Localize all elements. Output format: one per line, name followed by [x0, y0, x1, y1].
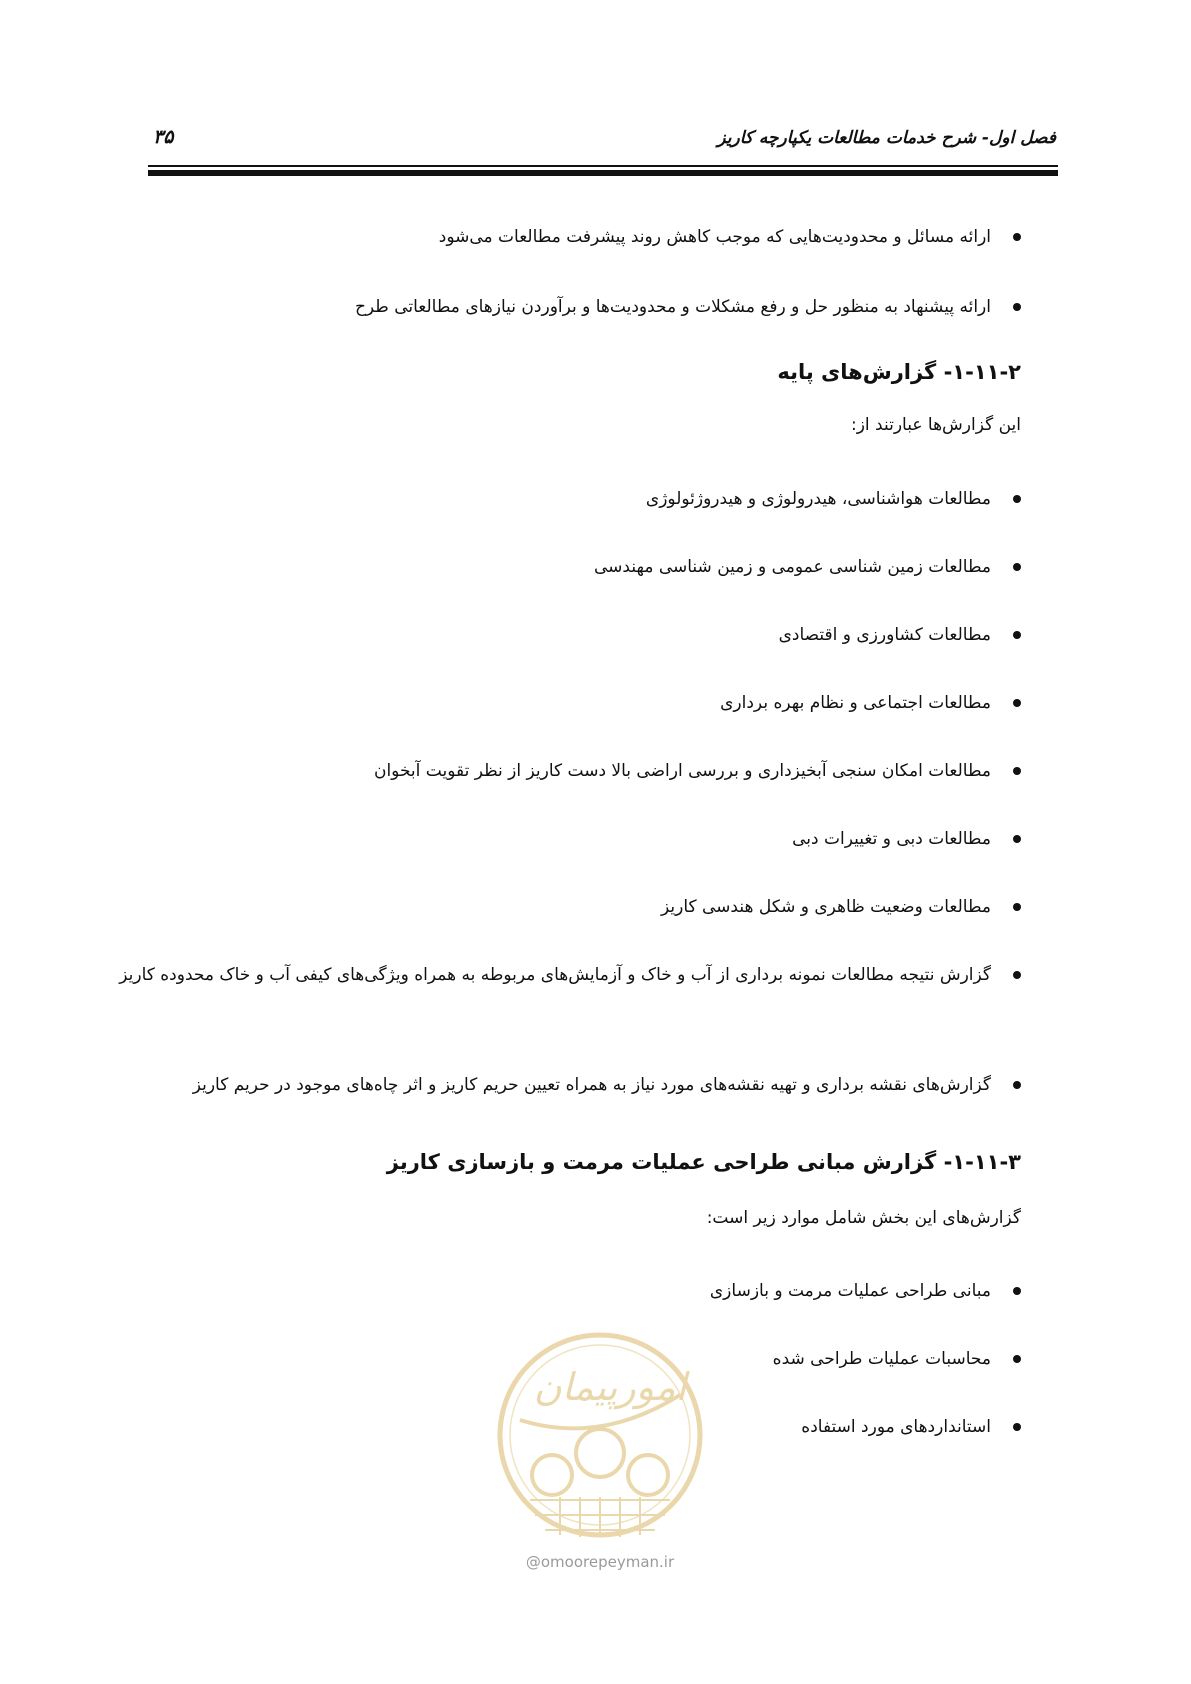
section-heading-base-reports: ۱-۱۱-۲- گزارش‌های پایه	[777, 360, 1021, 384]
page-number: ۳۵	[153, 126, 174, 148]
bullet-icon	[1013, 767, 1021, 775]
list-item: مطالعات وضعیت ظاهری و شکل هندسی کاریز	[661, 887, 1021, 927]
header-rule-thin	[148, 165, 1058, 167]
running-header-title: فصل اول- شرح خدمات مطالعات یکپارچه کاریز	[717, 128, 1056, 148]
svg-text:امورپیمان: امورپیمان	[533, 1365, 687, 1409]
watermark-seal-icon	[490, 1325, 710, 1560]
list-item: ارائه پیشنهاد به منظور حل و رفع مشکلات و محدودیت‌ها و برآوردن نیازهای مطالعاتی طرح	[355, 287, 1021, 327]
list-item: گزارش‌های نقشه برداری و تهیه نقشه‌های مورد نیاز به همراه تعیین حریم کاریز و اثر چاه‌های موجود در حریم کاریز	[193, 1065, 1021, 1105]
bullet-icon	[1013, 835, 1021, 843]
list-item: مطالعات امکان سنجی آبخیزداری و بررسی اراضی بالا دست کاریز از نظر تقویت آبخوان	[374, 751, 1021, 791]
list-item: مطالعات کشاورزی و اقتصادی	[779, 615, 1021, 655]
bullet-icon	[1013, 1355, 1021, 1363]
list-item: مطالعات هواشناسی، هیدرولوژی و هیدروژئولوژی	[646, 479, 1021, 519]
bullet-icon	[1013, 1081, 1021, 1089]
list-item: مطالعات اجتماعی و نظام بهره برداری	[720, 683, 1021, 723]
list-item: مبانی طراحی عملیات مرمت و بازسازی	[710, 1271, 1021, 1311]
bullet-icon	[1013, 233, 1021, 241]
bullet-icon	[1013, 971, 1021, 979]
bullet-icon	[1013, 1287, 1021, 1295]
list-item: مطالعات زمین شناسی عمومی و زمین شناسی مهندسی	[594, 547, 1021, 587]
bullet-icon	[1013, 563, 1021, 571]
section-intro: گزارش‌های این بخش شامل موارد زیر است:	[706, 1208, 1021, 1228]
list-item: گزارش نتیجه مطالعات نمونه برداری از آب و خاک و آزمایش‌های مربوطه به همراه ویژگی‌های کیفی آب و خاک محدوده کاریز	[111, 955, 1021, 995]
bullet-icon	[1013, 495, 1021, 503]
header-rule-thick	[148, 170, 1058, 176]
list-item: ارائه مسائل و محدودیت‌هایی که موجب کاهش روند پیشرفت مطالعات می‌شود	[439, 217, 1021, 257]
watermark-url: @omoorepeyman.ir	[525, 1553, 675, 1571]
section-intro: این گزارش‌ها عبارتند از:	[850, 415, 1021, 435]
bullet-icon	[1013, 631, 1021, 639]
list-item: استانداردهای مورد استفاده	[801, 1407, 1021, 1447]
bullet-icon	[1013, 1423, 1021, 1431]
bullet-icon	[1013, 303, 1021, 311]
list-item: مطالعات دبی و تغییرات دبی	[792, 819, 1021, 859]
bullet-icon	[1013, 903, 1021, 911]
section-heading-design-basis: ۱-۱۱-۳- گزارش مبانی طراحی عملیات مرمت و بازسازی کاریز	[386, 1150, 1021, 1174]
bullet-icon	[1013, 699, 1021, 707]
list-item: محاسبات عملیات طراحی شده	[773, 1339, 1021, 1379]
